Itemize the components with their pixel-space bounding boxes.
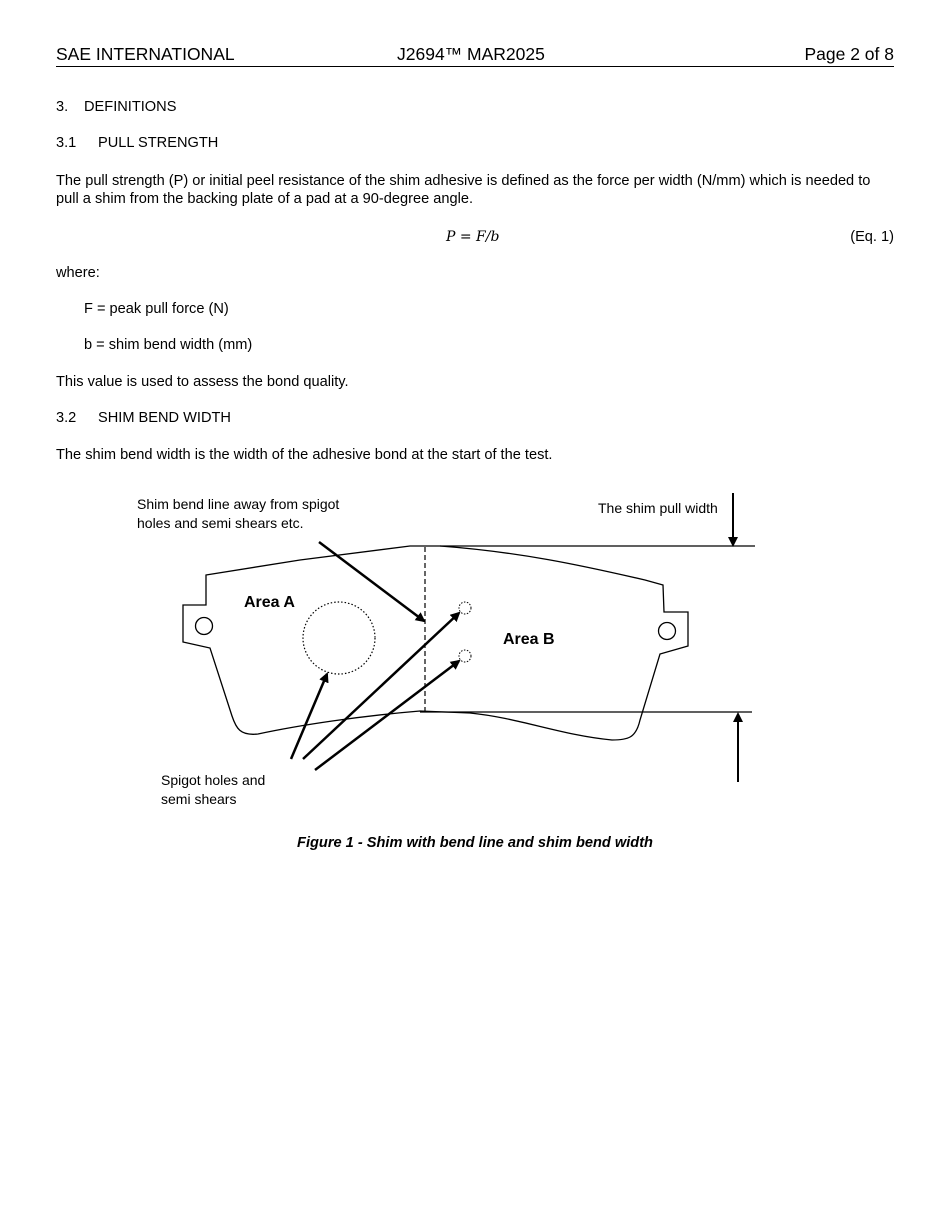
- right-ear-hole: [659, 623, 676, 640]
- figure-1-caption: Figure 1 - Shim with bend line and shim bend width: [297, 835, 653, 851]
- equation-1: P = F/b: [446, 229, 500, 245]
- spigot-circle-large: [303, 602, 375, 674]
- header-page-number: Page 2 of 8: [804, 44, 894, 64]
- section-3-title: DEFINITIONS: [84, 99, 177, 115]
- left-ear-hole: [196, 618, 213, 635]
- header-org: SAE INTERNATIONAL: [56, 44, 235, 64]
- section-3-1-title: PULL STRENGTH: [98, 135, 219, 151]
- spigot-hole-lower: [459, 650, 471, 662]
- variable-b-definition: b = shim bend width (mm): [84, 337, 253, 353]
- bend-line-label-line-1: Shim bend line away from spigot: [137, 496, 340, 512]
- pull-strength-paragraph: The pull strength (P) or initial peel resistance of the shim adhesive is defined as the force per width (N/mm) which is needed to pull a shim from the backing plate of a pad at a 90-degree angle.: [56, 173, 871, 207]
- shim-bend-width-paragraph: The shim bend width is the width of the adhesive bond at the start of the test.: [56, 447, 553, 463]
- section-3-number: 3.: [56, 99, 69, 115]
- pull-width-label: The shim pull width: [598, 500, 718, 516]
- area-b-label: Area B: [503, 631, 555, 648]
- section-3-2-number: 3.2: [56, 410, 77, 426]
- header-doc-id: J2694™ MAR2025: [397, 44, 545, 64]
- variable-f-definition: F = peak pull force (N): [84, 301, 229, 317]
- spigot-arrow-large-circle: [291, 674, 327, 759]
- section-3-1-number: 3.1: [56, 135, 77, 151]
- spigot-arrow-lower-hole: [315, 661, 459, 770]
- spigot-label-line-1: Spigot holes and: [161, 772, 266, 788]
- bond-quality-note: This value is used to assess the bond quality.: [56, 374, 349, 390]
- bend-line-pointer-arrow: [319, 542, 424, 621]
- section-3-2-title: SHIM BEND WIDTH: [98, 410, 231, 426]
- equation-1-label: (Eq. 1): [850, 229, 894, 245]
- spigot-label-line-2: semi shears: [161, 791, 237, 807]
- spigot-arrow-upper-hole: [303, 613, 459, 759]
- area-a-label: Area A: [244, 594, 295, 611]
- where-label: where:: [56, 265, 100, 281]
- pad-outline: [183, 546, 688, 740]
- spigot-hole-upper: [459, 602, 471, 614]
- bend-line-label-line-2: holes and semi shears etc.: [137, 515, 304, 531]
